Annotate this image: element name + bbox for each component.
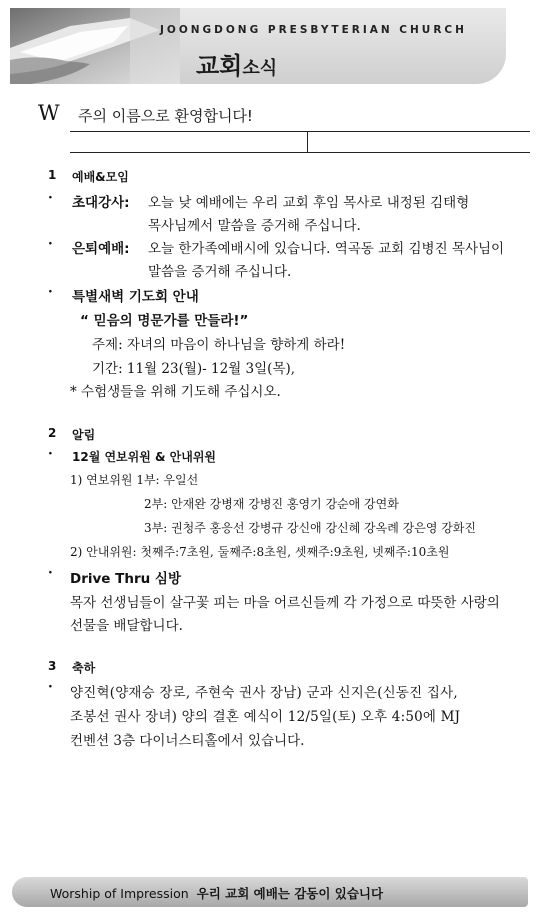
section-1-title: 예배&모임 [72,170,129,184]
usher-committee-title: 12월 연보위원 & 안내위원 [72,450,217,464]
footer-slogan-ko: 우리 교회 예배는 감동이 있습니다 [196,886,384,901]
welcome-rule-top [70,131,530,132]
celebration-line-3: 컨벤션 3층 다이너스티홀에서 있습니다. [70,733,305,749]
welcome-initial: W [38,101,60,125]
church-name-en: JOONGDONG PRESBYTERIAN CHURCH [160,24,467,36]
offering-committee-2: 2부: 안재완 강병재 강병진 홍영기 강순애 강연화 [144,497,399,511]
page-title-sub: 소식 [242,58,278,79]
bullet: · [48,236,53,252]
drive-thru-line-2: 선물을 배달합니다. [70,618,183,634]
bullet: · [48,565,53,581]
page-title [196,46,277,81]
celebration-line-2: 조봉선 권사 장녀) 양의 결혼 예식이 12/5일(토) 오후 4:50에 MJ [70,709,461,725]
welcome-text: 주의 이름으로 환영합니다! [78,107,253,125]
section-2-title: 알림 [72,428,96,442]
bullet: · [48,679,53,695]
footer-banner [12,877,528,907]
dawn-prayer-note: * 수험생들을 위해 기도해 주십시오. [70,384,281,400]
section-2-number: 2 [48,426,57,440]
retirement-service-line-2: 말씀을 증거해 주십니다. [148,264,292,280]
dawn-prayer-quote: “ 믿음의 명문가를 만들라!” [80,313,249,329]
dawn-prayer-theme: 주제: 자녀의 마음이 하나님을 향하게 하라! [92,337,346,353]
hands-bible-photo-icon [10,8,180,84]
footer-slogan-en: Worship of Impression [50,886,189,901]
bullet: · [48,190,53,206]
offering-committee-1: 1) 연보위원 1부: 우일선 [70,473,199,487]
bullet: · [48,446,53,462]
header-banner [10,8,506,84]
section-3-title: 축하 [72,661,96,675]
bullet: · [48,284,53,300]
dawn-prayer-title: 특별새벽 기도회 안내 [72,289,199,305]
usher-committee-schedule: 2) 안내위원: 첫째주:7초원, 둘째주:8초원, 셋째주:9초원, 넷째주:10초원 [70,545,450,559]
page-title-main: 교회 [196,52,243,80]
section-3-number: 3 [48,659,57,673]
drive-thru-title: Drive Thru 심방 [70,571,182,587]
guest-speaker-label: 초대강사: [72,195,130,211]
guest-speaker-line-2: 목사님께서 말씀을 증거해 주십니다. [148,218,361,234]
guest-speaker-line-1: 오늘 낮 예배에는 우리 교회 후임 목사로 내정된 김태형 [148,195,470,211]
dawn-prayer-period: 기간: 11월 23(월)- 12월 3일(목), [92,361,296,377]
footer-slogan [50,884,383,902]
offering-committee-3: 3부: 권청주 홍응선 강병규 강신애 강신혜 강옥례 강은영 강화진 [144,521,476,535]
retirement-service-line-1: 오늘 한가족예배시에 있습니다. 역곡동 교회 김병진 목사님이 [148,241,505,257]
celebration-line-1: 양진혁(양재승 장로, 주현숙 권사 장남) 군과 신지은(신동진 집사, [70,685,458,701]
welcome-divider [307,131,308,152]
section-1-number: 1 [48,168,57,182]
welcome-rule-bottom [70,152,530,153]
drive-thru-line-1: 목자 선생님들이 살구꽃 피는 마을 어르신들께 각 가정으로 따뜻한 사랑의 [70,595,500,611]
retirement-service-label: 은퇴예배: [72,241,130,257]
